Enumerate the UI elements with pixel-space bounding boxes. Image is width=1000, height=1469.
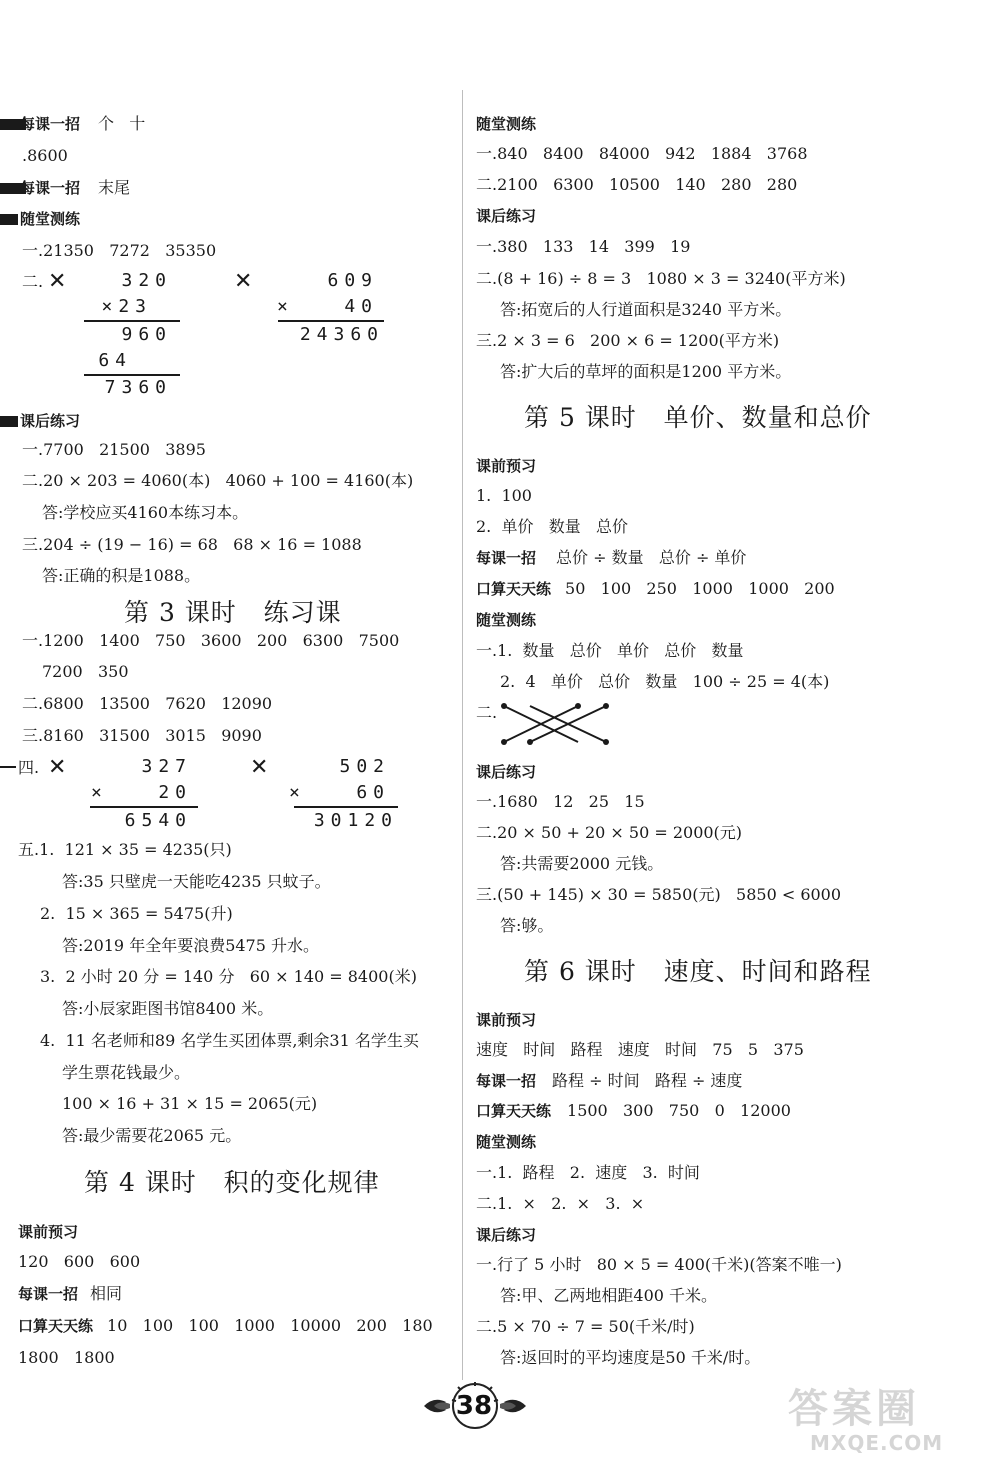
product: 24360 bbox=[299, 324, 384, 345]
answer-line: 三.2 × 3 = 6 200 × 6 = 1200(平方米) bbox=[476, 331, 780, 350]
partial-product: 960 bbox=[121, 324, 172, 345]
rule bbox=[294, 806, 398, 808]
answer-line: 二.(8 + 16) ÷ 8 = 3 1080 × 3 = 3240(平方米) bbox=[476, 269, 846, 288]
answer-line: 4. 11 名老师和89 名学生买团体票,剩余31 名学生买 bbox=[40, 1031, 419, 1050]
cross-mark: ✕ bbox=[48, 755, 67, 780]
match-dot bbox=[603, 739, 609, 745]
rule bbox=[84, 320, 180, 322]
answer-line: 一.1680 12 25 15 bbox=[476, 792, 645, 811]
section-label: 每课一招 bbox=[20, 115, 81, 133]
section-label: 课后练习 bbox=[20, 412, 81, 430]
product: 6540 bbox=[124, 810, 192, 831]
section-label: 口算天天练 bbox=[476, 1102, 552, 1120]
column-divider bbox=[462, 90, 463, 1380]
section-label: 随堂测练 bbox=[476, 611, 537, 629]
answer-line: 答:够。 bbox=[500, 916, 554, 935]
vertical-multiplication bbox=[288, 756, 398, 836]
answer-line: 二.6800 13500 7620 12090 bbox=[22, 694, 273, 713]
answer-line: 三.204 ÷ (19 − 16) = 68 68 × 16 = 1088 bbox=[22, 535, 362, 554]
answer-line: 答:拓宽后的人行道面积是3240 平方米。 bbox=[500, 300, 792, 319]
section-label: 随堂测练 bbox=[20, 210, 81, 228]
answer-line: 三.8160 31500 3015 9090 bbox=[22, 726, 262, 745]
multiplier: × 60 bbox=[288, 782, 390, 803]
answer-line: 二. bbox=[476, 703, 498, 722]
partial-product: 64 bbox=[98, 350, 132, 371]
answer-text: 50 100 250 1000 1000 200 bbox=[565, 579, 835, 598]
cross-mark: ✕ bbox=[48, 269, 67, 294]
page-number: 38 bbox=[455, 1391, 493, 1421]
cross-mark: ✕ bbox=[250, 755, 269, 780]
answer-line: 一.1200 1400 750 3600 200 6300 7500 bbox=[22, 631, 400, 650]
vertical-multiplication bbox=[80, 270, 180, 400]
answer-line: 二.2100 6300 10500 140 280 280 bbox=[476, 175, 798, 194]
vertical-multiplication bbox=[276, 270, 386, 350]
multiplier: ×23 bbox=[101, 296, 152, 317]
answer-line: 一.7700 21500 3895 bbox=[22, 440, 206, 459]
answer-text: 1500 300 750 0 12000 bbox=[567, 1101, 791, 1120]
lesson-title: 第 3 课时 练习课 bbox=[124, 598, 342, 627]
page-number-badge bbox=[420, 1382, 530, 1430]
match-dot bbox=[575, 703, 581, 709]
answer-line: 2. 4 单价 总价 数量 100 ÷ 25 = 4(本) bbox=[500, 672, 830, 691]
section-label: 课后练习 bbox=[476, 207, 537, 225]
scan-artifact bbox=[0, 416, 18, 427]
section-label: 课前预习 bbox=[18, 1223, 79, 1241]
answer-line: 答:2019 年全年要浪费5475 升水。 bbox=[62, 936, 320, 955]
answer-line: 三.(50 + 145) × 30 = 5850(元) 5850 < 6000 bbox=[476, 885, 842, 904]
watermark-url: MXQE.COM bbox=[810, 1431, 944, 1455]
answer-text: 10 100 100 1000 10000 200 180 bbox=[107, 1316, 433, 1335]
match-dot bbox=[527, 739, 533, 745]
answer-text: 末尾 bbox=[98, 178, 131, 197]
answer-line: 一.1. 数量 总价 单价 总价 数量 bbox=[476, 641, 744, 660]
answer-line: 速度 时间 路程 速度 时间 75 5 375 bbox=[476, 1040, 804, 1059]
section-label: 每课一招 bbox=[476, 1072, 537, 1090]
lesson-title: 第 5 课时 单价、数量和总价 bbox=[524, 403, 872, 432]
section-label: 口算天天练 bbox=[476, 580, 552, 598]
answer-line: 答:扩大后的草坪的面积是1200 平方米。 bbox=[500, 362, 792, 381]
section-label: 口算天天练 bbox=[18, 1317, 94, 1335]
rule bbox=[90, 806, 198, 808]
section-label: 课前预习 bbox=[476, 457, 537, 475]
answer-line: 答:35 只壁虎一天能吃4235 只蚊子。 bbox=[62, 872, 331, 891]
answer-line: 五.1. 121 × 35 = 4235(只) bbox=[18, 840, 232, 859]
answer-line: 7200 350 bbox=[42, 662, 129, 681]
answer-line: 答:小辰家距图书馆8400 米。 bbox=[62, 999, 274, 1018]
multiplier: × 40 bbox=[276, 296, 378, 317]
answer-line: 一.21350 7272 35350 bbox=[22, 241, 217, 260]
answer-line: 2. 15 × 365 = 5475(升) bbox=[40, 904, 233, 923]
cross-mark: ✕ bbox=[234, 269, 253, 294]
section-label: 课后练习 bbox=[476, 763, 537, 781]
product: 30120 bbox=[313, 810, 398, 831]
answer-line: 四. bbox=[18, 758, 40, 777]
multiplicand: 327 bbox=[141, 756, 192, 777]
answer-line: 二. bbox=[22, 272, 44, 291]
answer-line: 一.840 8400 84000 942 1884 3768 bbox=[476, 144, 808, 163]
matching-lines-diagram bbox=[496, 698, 616, 750]
answer-text: 个 十 bbox=[98, 114, 146, 133]
scan-artifact bbox=[0, 766, 16, 768]
answer-line: 答:共需要2000 元钱。 bbox=[500, 854, 664, 873]
answer-line: 学生票花钱最少。 bbox=[62, 1063, 191, 1082]
answer-line: 二.1. × 2. × 3. × bbox=[476, 1194, 645, 1213]
answer-line: 答:学校应买4160本练习本。 bbox=[42, 503, 249, 522]
match-dot bbox=[501, 703, 507, 709]
answer-line: 一.380 133 14 399 19 bbox=[476, 237, 691, 256]
answer-line: 一.1. 路程 2. 速度 3. 时间 bbox=[476, 1163, 700, 1182]
section-label: 随堂测练 bbox=[476, 1133, 537, 1151]
answer-line: 1800 1800 bbox=[18, 1348, 115, 1367]
vertical-multiplication bbox=[88, 756, 200, 836]
answer-line: 一.行了 5 小时 80 × 5 = 400(千米)(答案不唯一) bbox=[476, 1255, 842, 1274]
answer-line: 1. 100 bbox=[476, 486, 532, 505]
answer-line: 120 600 600 bbox=[18, 1252, 141, 1271]
section-label: 随堂测练 bbox=[476, 115, 537, 133]
multiplier: × 20 bbox=[90, 782, 192, 803]
answer-line: 2. 单价 数量 总价 bbox=[476, 517, 628, 536]
lesson-title: 第 4 课时 积的变化规律 bbox=[84, 1168, 380, 1197]
answer-line: 答:返回时的平均速度是50 千米/时。 bbox=[500, 1348, 761, 1367]
section-label: 每课一招 bbox=[476, 549, 537, 567]
answer-line: 答:最少需要花2065 元。 bbox=[62, 1126, 242, 1145]
match-dot bbox=[501, 739, 507, 745]
product: 7360 bbox=[104, 377, 172, 398]
answer-line: 二.20 × 203 = 4060(本) 4060 + 100 = 4160(本) bbox=[22, 471, 414, 490]
multiplicand: 502 bbox=[339, 756, 390, 777]
lesson-title: 第 6 课时 速度、时间和路程 bbox=[524, 957, 872, 986]
answer-line: 二.5 × 70 ÷ 7 = 50(千米/时) bbox=[476, 1317, 695, 1336]
section-label: 课后练习 bbox=[476, 1226, 537, 1244]
answer-text: 相同 bbox=[90, 1284, 123, 1303]
answer-text: 总价 ÷ 数量 总价 ÷ 单价 bbox=[556, 548, 747, 567]
watermark-logo: 答案圈 bbox=[788, 1386, 920, 1432]
answer-line: 3. 2 小时 20 分 = 140 分 60 × 140 = 8400(米) bbox=[40, 967, 417, 986]
scan-artifact bbox=[0, 214, 18, 225]
rule bbox=[84, 374, 180, 376]
answer-line: 二.20 × 50 + 20 × 50 = 2000(元) bbox=[476, 823, 743, 842]
multiplicand: 609 bbox=[327, 270, 378, 291]
answer-line: 100 × 16 + 31 × 15 = 2065(元) bbox=[62, 1094, 318, 1113]
section-label: 课前预习 bbox=[476, 1011, 537, 1029]
match-dot bbox=[603, 703, 609, 709]
answer-line: 答:正确的积是1088。 bbox=[42, 566, 201, 585]
multiplicand: 320 bbox=[121, 270, 172, 291]
answer-text: 路程 ÷ 时间 路程 ÷ 速度 bbox=[552, 1071, 743, 1090]
section-label: 每课一招 bbox=[20, 179, 81, 197]
watermark bbox=[780, 1373, 980, 1463]
answer-line: 答:甲、乙两地相距400 千米。 bbox=[500, 1286, 718, 1305]
section-label: 每课一招 bbox=[18, 1285, 79, 1303]
rule bbox=[278, 320, 384, 322]
answer-line: .8600 bbox=[22, 146, 68, 165]
